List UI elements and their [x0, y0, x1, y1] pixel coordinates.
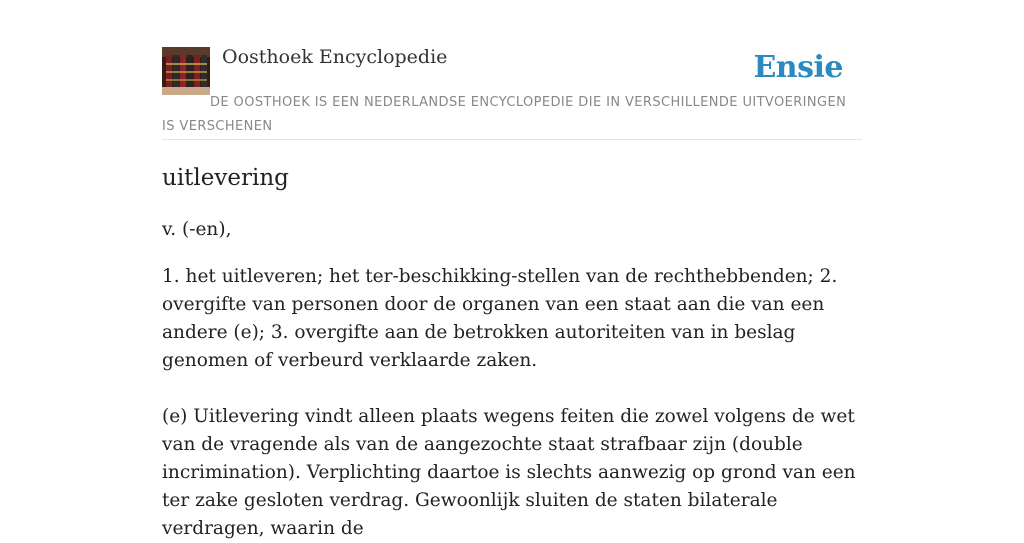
entry-definition: 1. het uitleveren; het ter-beschikking-stellen van de rechthebbenden; 2. overgifte van personen door de organen van een staat aan die van een andere (e); 3. overgifte aan de betrokken autoriteiten van in beslag genomen of verbeurd verklaarde zaken. — [162, 266, 838, 371]
site-title[interactable]: Oosthoek Encyclopedie — [222, 46, 448, 68]
entry-note: (e) Uitlevering vindt alleen plaats wegens feiten die zowel volgens de wet van de vragende als van de aangezochte staat strafbaar zijn (double incrimination). Verplichting daartoe is slechts aanwezig op grond van een ter zake gesloten verdrag. Gewoonlijk sluiten de staten bilaterale verdragen, waarin de — [162, 406, 856, 539]
site-header — [162, 0, 862, 140]
site-tagline: DE OOSTHOEK IS EEN NEDERLANDSE ENCYCLOPEDIE DIE IN VERSCHILLENDE UITVOERINGEN IS VERSCHENEN — [162, 95, 847, 134]
book-spines-icon — [162, 47, 210, 95]
page-container — [162, 0, 862, 539]
ensie-logo-link[interactable]: Ensie — [753, 50, 843, 85]
entry-grammar: v. (-en), — [162, 219, 232, 240]
site-avatar[interactable] — [162, 47, 210, 95]
entry-title: uitlevering — [162, 165, 289, 191]
